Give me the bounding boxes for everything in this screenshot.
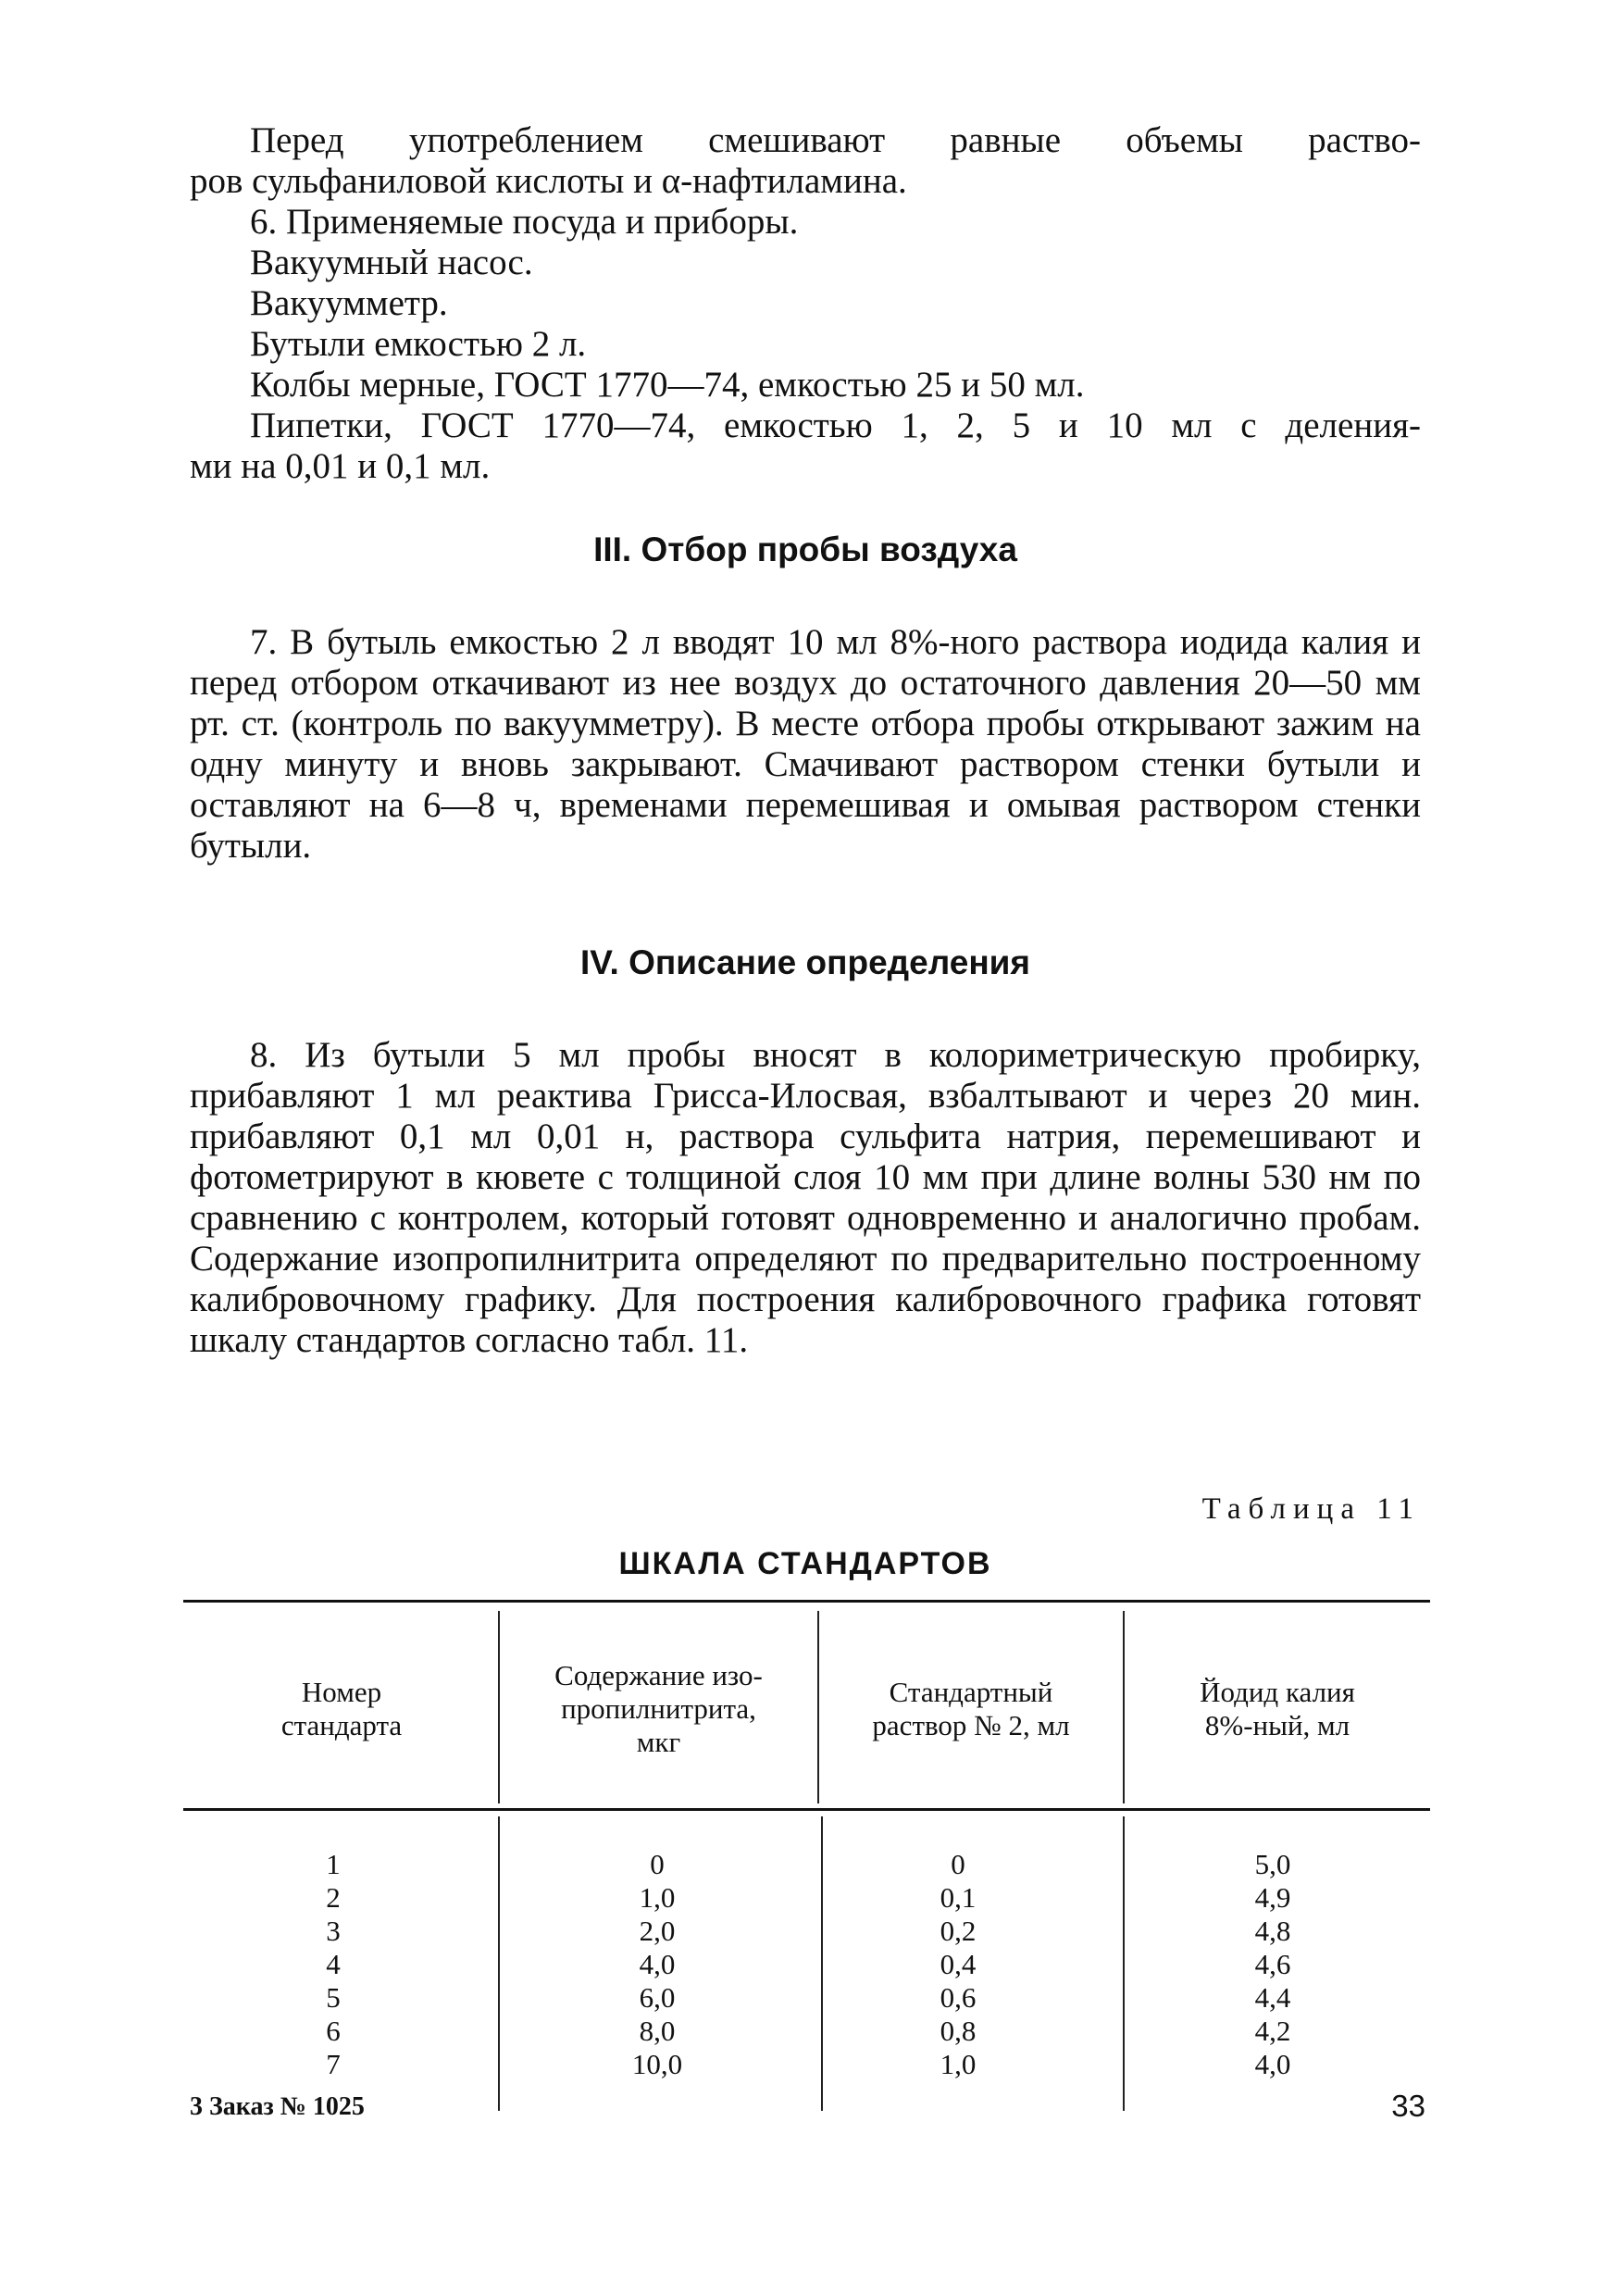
table-cell: 0 bbox=[650, 1848, 665, 1880]
table-column-standard-number bbox=[278, 1848, 389, 2081]
table-cell: 4,6 bbox=[1254, 1948, 1291, 1980]
table-cell: 0,8 bbox=[940, 2015, 977, 2047]
table-cell: 4,9 bbox=[1254, 1881, 1291, 1914]
table-cell: 4 bbox=[326, 1948, 341, 1980]
paragraph-8 bbox=[190, 1035, 1421, 1361]
table-cell: 7 bbox=[326, 2048, 341, 2080]
table-header-standard-number: Номер стандарта bbox=[280, 1676, 403, 1741]
section-heading-determination: IV. Описание определения bbox=[579, 943, 1031, 981]
table-header-content: Содержание изо- пропилнитрита, мкг bbox=[554, 1659, 763, 1758]
table-cell: 4,0 bbox=[1254, 2048, 1291, 2080]
table-cell: 4,4 bbox=[1254, 1981, 1291, 2014]
table-cell: 0,2 bbox=[940, 1915, 977, 1947]
table-cell: 0,6 bbox=[940, 1981, 977, 2014]
table-cell: 1,0 bbox=[639, 1881, 676, 1914]
page-number: 33 bbox=[1391, 2089, 1425, 2123]
list-item-vacuum-gauge: Вакуумметр. bbox=[250, 283, 448, 323]
table-header-standard-solution: Стандартный раствор № 2, мл bbox=[872, 1676, 1070, 1741]
table-column-standard-solution bbox=[902, 1848, 1014, 2081]
table-cell: 1,0 bbox=[940, 2048, 977, 2080]
table-title: ШКАЛА СТАНДАРТОВ bbox=[618, 1546, 992, 1581]
table-cell: 4,2 bbox=[1254, 2015, 1291, 2047]
table-cell: 0,1 bbox=[940, 1881, 977, 1914]
table-column-divider bbox=[1123, 1816, 1125, 2111]
intro-text-block bbox=[190, 120, 1421, 487]
table-cell: 4,0 bbox=[639, 1948, 676, 1980]
section-heading-sampling: III. Отбор пробы воздуха bbox=[593, 530, 1017, 568]
list-item-pipettes-continuation: ми на 0,01 и 0,1 мл. bbox=[190, 446, 491, 486]
table-column-content bbox=[602, 1848, 713, 2081]
table-cell: 0 bbox=[951, 1848, 965, 1880]
table-cell: 3 bbox=[326, 1915, 341, 1947]
table-column-potassium-iodide bbox=[1217, 1848, 1328, 2081]
table-cell: 5,0 bbox=[1254, 1848, 1291, 1880]
table-cell: 1 bbox=[326, 1848, 341, 1880]
item-6-heading: 6. Применяемые посуда и приборы. bbox=[250, 202, 799, 242]
list-item-pipettes: Пипетки, ГОСТ 1770—74, емкостью 1, 2, 5 и 10 мл с деления- bbox=[250, 406, 1421, 445]
table-column-divider bbox=[498, 1816, 500, 2111]
table-column-divider bbox=[821, 1816, 823, 2111]
list-item-vacuum-pump: Вакуумный насос. bbox=[250, 243, 533, 282]
table-cell: 8,0 bbox=[639, 2015, 676, 2047]
intro-paragraph: Перед употреблением смешивают равные объемы раство- bbox=[250, 120, 1421, 160]
list-item-flasks: Колбы мерные, ГОСТ 1770—74, емкостью 25 и 50 мл. bbox=[250, 365, 1085, 405]
table-caption: Таблица 11 bbox=[1201, 1492, 1421, 1526]
paragraph-8-text: 8. Из бутыли 5 мл пробы вносят в колориметрическую пробирку, прибавляют 1 мл реактива Грисса-Илосвая, взбалтывают и через 20 мин. прибавляют 0,1 мл 0,01 н, раствора сульфита натрия, перемешивают и фотометрируют в кювете с толщиной слоя 10 мм при длине волны 530 нм по сравнению с контролем, который готовят одновременно и аналогично пробам. Содержание изопропилнитрита определяют по предварительно построенному калибровочному графику. Для построения калибровочного графика готовят шкалу стандартов согласно табл. 11. bbox=[190, 1035, 1421, 1360]
table-header-potassium-iodide: Йодид калия 8%-ный, мл bbox=[1200, 1676, 1355, 1741]
table-cell: 2,0 bbox=[639, 1915, 676, 1947]
table-cell: 5 bbox=[326, 1981, 341, 2014]
list-item-bottles: Бутыли емкостью 2 л. bbox=[250, 324, 587, 364]
table-cell: 6 bbox=[326, 2015, 341, 2047]
table-cell: 10,0 bbox=[631, 2048, 683, 2080]
intro-paragraph-continuation: ров сульфаниловой кислоты и α-нафтиламина. bbox=[190, 161, 907, 201]
table-cell: 4,8 bbox=[1254, 1915, 1291, 1947]
table-cell: 2 bbox=[326, 1881, 341, 1914]
paragraph-7 bbox=[190, 622, 1421, 867]
table-cell: 6,0 bbox=[639, 1981, 676, 2014]
table-cell: 0,4 bbox=[940, 1948, 977, 1980]
table-top-rule bbox=[183, 1600, 1430, 1603]
table-header-rule bbox=[183, 1808, 1430, 1811]
paragraph-7-text: 7. В бутыль емкостью 2 л вводят 10 мл 8%-ного раствора иодида калия и перед отбором откачивают из нее воздух до остаточного давления 20—50 мм рт. ст. (контроль по вакуумметру). В месте отбора пробы открывают зажим на одну минуту и вновь закрывают. Смачивают раствором стенки бутыли и оставляют на 6—8 ч, временами перемешивая и омывая раствором стенки бутыли. bbox=[190, 622, 1421, 866]
footer-order-number: 3 Заказ № 1025 bbox=[190, 2092, 365, 2121]
